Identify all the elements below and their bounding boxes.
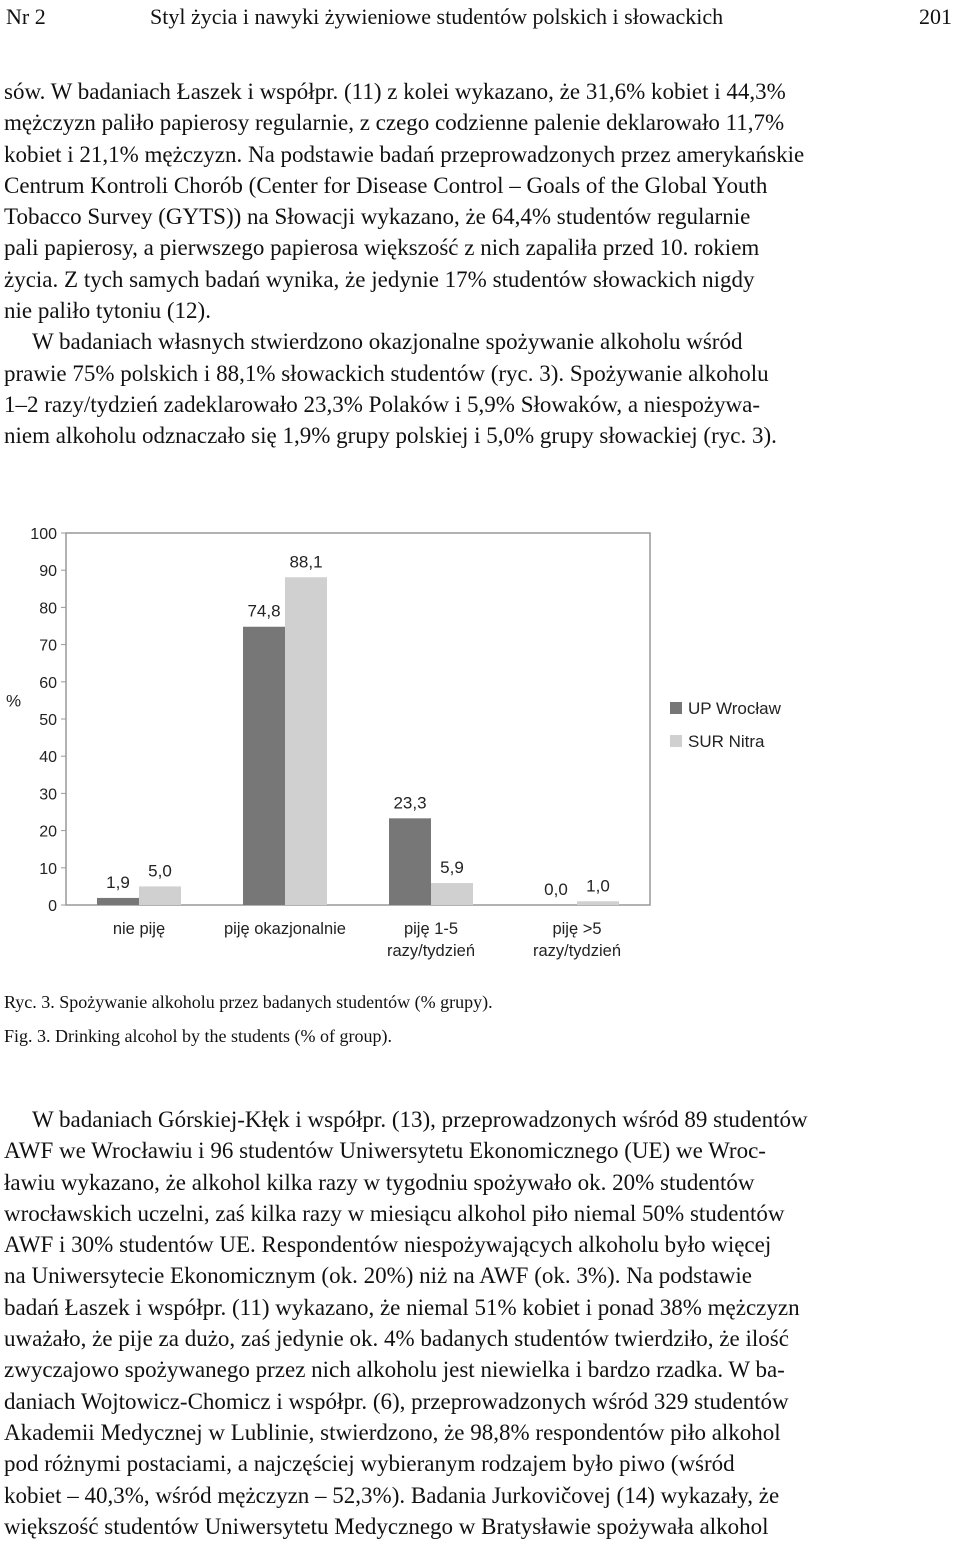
data-label: 1,0 xyxy=(586,876,610,896)
text-line: Tobacco Survey (GYTS)) na Słowacji wykazano, że 64,4% studentów regularnie xyxy=(4,204,751,230)
data-label: 1,9 xyxy=(106,872,130,892)
bar xyxy=(285,577,327,905)
bar xyxy=(97,898,139,905)
bar xyxy=(139,886,181,905)
text-line: Akademii Medycznej w Lublinie, stwierdzono, że 98,8% respondentów piło alkohol xyxy=(4,1419,781,1445)
x-tick-label: piję >5 xyxy=(552,920,602,938)
text-line: W badaniach własnych stwierdzono okazjonalne spożywanie alkoholu wśród xyxy=(32,329,743,355)
y-tick-label: 40 xyxy=(39,749,57,767)
plot-frame xyxy=(66,533,650,905)
text-line: uważało, że pije za dużo, zaś jedynie ok. 4% badanych studentów twierdziło, że ilość xyxy=(4,1326,789,1352)
y-tick-label: 50 xyxy=(39,712,57,729)
y-tick-label: 90 xyxy=(39,563,57,581)
text-line: W badaniach Górskiej-Kłęk i współpr. (13), przeprowadzonych wśród 89 studentów xyxy=(32,1107,808,1132)
legend-label: SUR Nitra xyxy=(688,732,765,751)
data-label: 0,0 xyxy=(544,880,568,899)
bar xyxy=(577,901,619,905)
text-line: badań Łaszek i współpr. (11) wykazano, że niemal 51% kobiet i ponad 38% mężczyzn xyxy=(4,1294,800,1320)
bar xyxy=(431,883,473,905)
y-tick-label: 70 xyxy=(39,637,57,655)
text-line: 1–2 razy/tydzień zadeklarowało 23,3% Polaków i 5,9% Słowaków, a niespożywa- xyxy=(4,391,761,417)
text-line: większość studentów Uniwersytetu Medycznego w Bratysławie spożywała alkohol xyxy=(4,1513,769,1539)
legend-label: UP Wrocław xyxy=(688,699,781,718)
data-label: 88,1 xyxy=(289,552,323,572)
x-tick-label: razy/tydzień xyxy=(532,942,622,960)
journal-issue: Nr 2 xyxy=(6,4,46,29)
body-paragraph-1 xyxy=(4,76,956,452)
text-line: mężczyzn paliło papierosy regularnie, z czego codzienne palenie deklarowało 11,7% xyxy=(4,110,785,136)
page-header xyxy=(0,0,960,34)
y-tick-label: 10 xyxy=(39,860,57,878)
text-line: ławiu wykazano, że alkohol kilka razy w tygodniu spożywało ok. 20% studentów xyxy=(4,1169,755,1195)
x-tick-label: piję 1-5 xyxy=(403,920,459,938)
y-tick-label: 60 xyxy=(39,674,57,692)
data-label: 23,3 xyxy=(393,793,427,813)
figure-caption-en: Fig. 3. Drinking alcohol by the students (% of group). xyxy=(4,1026,392,1046)
y-tick-label: 100 xyxy=(30,526,57,543)
text-line: sów. W badaniach Łaszek i współpr. (11) z kolei wykazano, że 31,6% kobiet i 44,3% xyxy=(4,79,786,104)
y-tick-label: 30 xyxy=(39,786,57,804)
bar xyxy=(243,627,285,905)
legend-swatch xyxy=(670,702,682,714)
page-number: 201 xyxy=(919,4,952,29)
text-line: Centrum Kontroli Chorób (Center for Disease Control – Goals of the Global Youth xyxy=(4,172,768,198)
text-line: na Uniwersytecie Ekonomicznym (ok. 20%) niż na AWF (ok. 3%). Na podstawie xyxy=(4,1263,753,1289)
text-line: niem alkoholu odznaczało się 1,9% grupy polskiej i 5,0% grupy słowackiej (ryc. 3). xyxy=(4,423,777,449)
running-title: Styl życia i nawyki żywieniowe studentów polskich i słowackich xyxy=(150,4,724,29)
data-label: 5,9 xyxy=(440,858,464,878)
text-line: kobiet i 21,1% mężczyzn. Na podstawie badań przeprowadzonych przez amerykańskie xyxy=(4,141,805,167)
text-line: zwyczajowo spożywanego przez nich alkoholu jest niewielka i bardzo rzadka. W ba- xyxy=(4,1357,785,1383)
text-line: pod różnymi postaciami, a najczęściej wybieranym rodzajem było piwo (wśród xyxy=(4,1451,735,1477)
x-tick-label: nie piję xyxy=(112,920,166,938)
body-paragraph-2 xyxy=(4,1104,956,1542)
text-line: daniach Wojtowicz-Chomicz i współpr. (6), przeprowadzonych wśród 329 studentów xyxy=(4,1388,789,1414)
text-line: pali papierosy, a pierwszego papierosa większość z nich zapaliła przed 10. rokiem xyxy=(4,235,760,261)
x-tick-label: piję okazjonalnie xyxy=(223,920,347,938)
text-line: życia. Z tych samych badań wynika, że jedynie 17% studentów słowackich nigdy xyxy=(4,266,755,292)
x-tick-label: razy/tydzień xyxy=(386,942,476,960)
data-label: 74,8 xyxy=(247,601,281,621)
alcohol-consumption-chart xyxy=(0,515,960,975)
y-tick-label: 80 xyxy=(39,600,57,618)
text-line: kobiet – 40,3%, wśród mężczyzn – 52,3%). Badania Jurkovičovej (14) wykazały, że xyxy=(4,1482,780,1508)
y-tick-label: 20 xyxy=(39,823,57,841)
text-line: prawie 75% polskich i 88,1% słowackich studentów (ryc. 3). Spożywanie alkoholu xyxy=(4,360,769,386)
y-axis-label: % xyxy=(6,691,22,711)
data-label: 5,0 xyxy=(148,861,172,881)
text-line: AWF i 30% studentów UE. Respondentów niespożywających alkoholu było więcej xyxy=(4,1232,772,1258)
bar xyxy=(389,818,431,905)
text-line: wrocławskich uczelni, zaś kilka razy w miesiącu alkohol piło niemal 50% studentów xyxy=(4,1200,785,1226)
figure-caption-pl: Ryc. 3. Spożywanie alkoholu przez badanych studentów (% grupy). xyxy=(4,992,493,1012)
text-line: nie paliło tytoniu (12). xyxy=(4,298,211,324)
text-line: AWF we Wrocławiu i 96 studentów Uniwersytetu Ekonomicznego (UE) we Wroc- xyxy=(4,1138,766,1164)
legend-swatch xyxy=(670,735,682,747)
y-tick-label: 0 xyxy=(48,898,57,915)
